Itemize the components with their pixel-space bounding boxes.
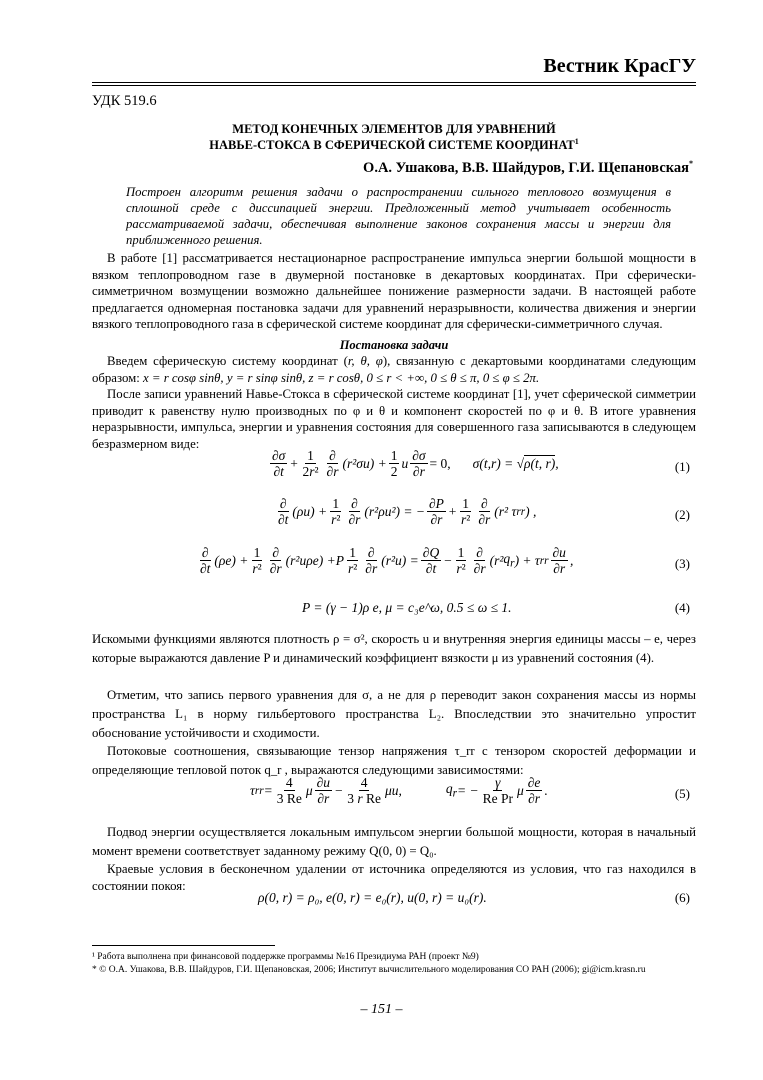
paragraph-unknowns: Искомыми функциями являются плотность ρ = σ², скорость u и внутренняя энергия единицы массы – e, через которые выражаются давление P и динамический коэффициент вязкости μ из уравнений состояния (4). <box>92 632 696 665</box>
equation-1: $\frac{\partial\sigma}{\partial t}$ + $\frac{1}{\text{2r²}}$ $\frac{\partial}{\partial r}$ ( r ²σ u ) + $\frac{1}{2}$ u $\frac{\partial\sigma}{\partial r}$ = 0, σ( t , r ) = √ ρ(t, r) , (1) <box>272 448 690 479</box>
paper-title <box>92 121 696 153</box>
title-line-2: НАВЬЕ-СТОКСА В СФЕРИЧЕСКОЙ СИСТЕМЕ КООРДИНАТ$^1$ <box>209 136 579 152</box>
journal-name: Вестник КрасГУ <box>543 55 696 77</box>
page-number: – 151 – <box>360 1002 403 1017</box>
title-line-1: МЕТОД КОНЕЧНЫХ ЭЛЕМЕНТОВ ДЛЯ УРАВНЕНИЙ <box>232 122 556 136</box>
authors: О.А. Ушакова, В.В. Шайдуров, Г.И. Щепановская* <box>363 159 693 176</box>
footnote-funding: ¹ Работа выполнена при финансовой поддержке программы №16 Президиума РАН (проект №9) <box>92 952 479 962</box>
paragraph-boundary: Краевые условия в бесконечном удалении от источника определяются из условия, что газ находился в состоянии покоя: <box>92 862 696 893</box>
footnote-rule <box>92 945 275 946</box>
equation-4: P = (γ − 1)ρ e, μ = c₃e^ω, 0.5 ≤ ω ≤ 1. (4) <box>302 600 690 615</box>
footnote-copyright: * © О.А. Ушакова, В.В. Шайдуров, Г.И. Щепановская, 2006; Институт вычислительного моделирования СО РАН (2006); gi@icm.krasn.ru <box>92 965 646 975</box>
section-title: Постановка задачи <box>339 338 449 352</box>
udk-code: УДК 519.6 <box>92 93 157 109</box>
header-rule <box>92 82 696 83</box>
equation-6: ρ(0, r) = ρ₀, e(0, r) = e₀(r), u(0, r) = u₀(r). (6) <box>258 890 690 905</box>
paragraph-fluxes: Потоковые соотношения, связывающие тензор напряжения τ_rr с тензором скоростей деформации и определяющие тепловой поток q_r , выражаются следующими зависимостями: <box>92 744 696 777</box>
equation-5: τ rr = $\frac{4}{3 Re}$ μ $\frac{\partial u}{\partial r}$ − $\frac{4}{\text{3 r Re}}$ μ u , $q_r$ = − $\frac{\gamma}{\text{Re Pr}}$ μ $\frac{\partial e}{\partial r}$ . (5) <box>250 775 690 806</box>
header-rule-thin <box>92 85 696 86</box>
paragraph-norms: Отметим, что запись первого уравнения для σ, а не для ρ переводит закон сохранения массы из нормы пространства L₁ в норму гильбертового пространства L₂. Впоследствии это значительно упростит обоснование устойчивости и сходимости. <box>92 688 696 740</box>
paragraph-energy-input: Подвод энергии осуществляется локальным импульсом энергии большой мощности, которая в начальный момент времени соответствует заданному режиму Q(0, 0) = Q₀. <box>92 825 696 858</box>
equation-3: $\frac{\partial}{\partial t}$ (ρ e ) + $\frac{1}{\text{r²}}$ $\frac{\partial}{\partial r}$ ( r ² u ρ e ) + P $\frac{1}{\text{r²}}$ $\frac{\partial}{\partial r}$ ( r ² u ) = $\frac{\partial Q}{\partial t}$ − $\frac{1}{\text{r²}}$ $\frac{\partial}{\partial r}$ ( r ² $q_r$ ) + τ rr $\frac{\partial u}{\partial r}$ , (3) <box>200 545 690 576</box>
paragraph-symmetry: После записи уравнений Навье-Стокса в сферической системе координат [1], учет сферической симметрии приводит к равенству нулю производных по φ и θ и компонент скоростей по φ и θ. В итоге уравнения неразрывности, импульса, энергии и уравнения состояния для совершенного газа записываются в следующем безразмерном виде: <box>92 387 696 451</box>
abstract: Построен алгоритм решения задачи о распространении сильного теплового возмущения в сплошной среде с диссипацией энергии. Предложенный метод учитывает особенность рассматриваемой задачи, обеспечивая выполнение законов сохранения массы и энергии для приближенного решения. <box>126 185 671 247</box>
intro-paragraph: В работе [1] рассматривается нестационарное распространение импульса энергии большой мощности в вязком теплопроводном газе в двумерной постановке в декартовых координатах. При сферически-симметричном возмущении возможно дальнейшее понижение размерности задачи. В настоящей работе предлагается одномерная постановка задачи для уравнений неразрывности, количества движения и энергии вязкого теплопроводного газа в сферической системе координат для сферически-симметричного случая. <box>92 251 696 332</box>
paragraph-coordinates: Введем сферическую систему координат (r, θ, φ), связанную с декартовыми координатами следующим образом: x = r cosφ sinθ, y = r sinφ sinθ, z = r cosθ, 0 ≤ r < +∞, 0 ≤ θ ≤ π, 0 ≤ φ ≤ 2π. <box>92 354 696 385</box>
equation-2: $\frac{\partial}{\partial t}$ (ρ u ) + $\frac{1}{\text{r²}}$ $\frac{\partial}{\partial r}$ ( r ²ρ u ²) = − $\frac{\partial P}{\partial r}$ + $\frac{1}{\text{r²}}$ $\frac{\partial}{\partial r}$ ( r ² τ rr ) , (2) <box>278 496 690 527</box>
